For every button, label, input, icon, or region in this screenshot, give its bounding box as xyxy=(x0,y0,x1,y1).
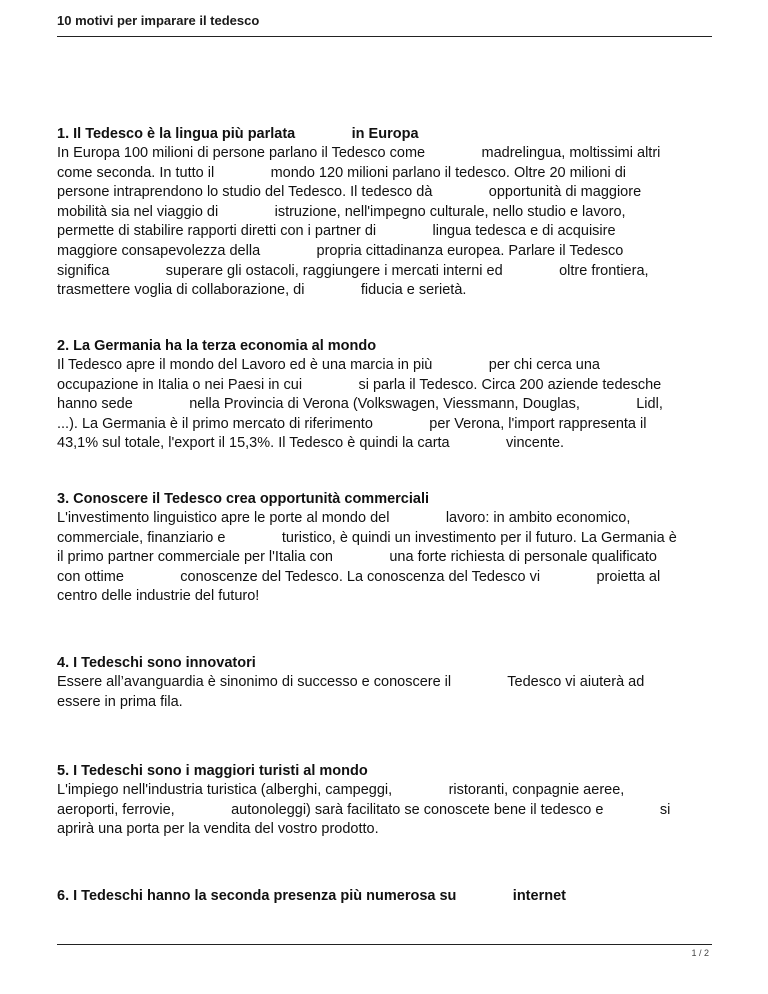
section-heading: 1. Il Tedesco è la lingua più parlata in Europa xyxy=(57,126,419,142)
text-line: persone intraprendono lo studio del Tedesco. Il tedesco dà opportunità di maggiore xyxy=(57,184,642,201)
text-line: 43,1% sul totale, l'export il 15,3%. Il Tedesco è quindi la carta vincente. xyxy=(57,435,565,452)
text-line: hanno sede nella Provincia di Verona (Volkswagen, Viessmann, Douglas, Lidl, xyxy=(57,396,663,413)
page-title: 10 motivi per imparare il tedesco xyxy=(57,13,260,28)
text-line: essere in prima fila. xyxy=(57,693,183,710)
header-divider xyxy=(57,36,712,37)
text-line: trasmettere voglia di collaborazione, di fiducia e serietà. xyxy=(57,282,467,299)
section-body xyxy=(57,781,717,840)
section-5 xyxy=(57,762,717,840)
text-line: aeroporti, ferrovie, autonoleggi) sarà facilitato se conoscete bene il tedesco e si xyxy=(57,801,671,818)
text-line: commerciale, finanziario e turistico, è quindi un investimento per il futuro. La Germania è xyxy=(57,529,677,546)
section-1 xyxy=(57,125,717,301)
section-body xyxy=(57,509,717,607)
section-heading: 3. Conoscere il Tedesco crea opportunità commerciali xyxy=(57,491,430,507)
text-line: significa superare gli ostacoli, raggiungere i mercati interni ed oltre frontiera, xyxy=(57,262,649,279)
text-line: aprirà una porta per la vendita del vostro prodotto. xyxy=(57,821,379,838)
section-body xyxy=(57,144,717,301)
text-line: con ottime conoscenze del Tedesco. La conoscenza del Tedesco vi proietta al xyxy=(57,568,661,585)
text-line: L'investimento linguistico apre le porte al mondo del lavoro: in ambito economico, xyxy=(57,510,631,526)
section-4 xyxy=(57,654,717,712)
text-line: mobilità sia nel viaggio di istruzione, nell'impegno culturale, nello studio e lavoro, xyxy=(57,203,626,220)
section-body xyxy=(57,356,717,454)
text-line: il primo partner commerciale per l'Italia con una forte richiesta di personale qualificato xyxy=(57,549,657,566)
section-heading: 5. I Tedeschi sono i maggiori turisti al mondo xyxy=(57,763,368,779)
text-line: permette di stabilire rapporti diretti con i partner di lingua tedesca e di acquisire xyxy=(57,223,616,240)
section-2 xyxy=(57,337,717,454)
text-line: In Europa 100 milioni di persone parlano il Tedesco come madrelingua, moltissimi altri xyxy=(57,145,661,161)
text-line: L'impiego nell'industria turistica (alberghi, campeggi, ristoranti, conpagnie aeree, xyxy=(57,782,625,798)
footer-divider xyxy=(57,944,712,945)
text-line: Essere all’avanguardia è sinonimo di successo e conoscere il Tedesco vi aiuterà ad xyxy=(57,674,645,690)
text-line: ...). La Germania è il primo mercato di riferimento per Verona, l'import rappresenta il xyxy=(57,415,647,432)
text-line: come seconda. In tutto il mondo 120 milioni parlano il tedesco. Oltre 20 milioni di xyxy=(57,164,627,181)
section-heading: 4. I Tedeschi sono innovatori xyxy=(57,655,256,671)
section-body xyxy=(57,673,717,712)
text-line: centro delle industrie del futuro! xyxy=(57,588,260,605)
section-6 xyxy=(57,887,717,906)
page-number: 1 / 2 xyxy=(691,948,709,958)
text-line: occupazione in Italia o nei Paesi in cui si parla il Tedesco. Circa 200 aziende tedesche xyxy=(57,376,662,393)
text-line: maggiore consapevolezza della propria cittadinanza europea. Parlare il Tedesco xyxy=(57,242,624,259)
section-3 xyxy=(57,490,717,607)
text-line: Il Tedesco apre il mondo del Lavoro ed è una marcia in più per chi cerca una xyxy=(57,357,600,373)
section-heading: 2. La Germania ha la terza economia al mondo xyxy=(57,338,377,354)
section-heading: 6. I Tedeschi hanno la seconda presenza più numerosa su internet xyxy=(57,888,566,904)
